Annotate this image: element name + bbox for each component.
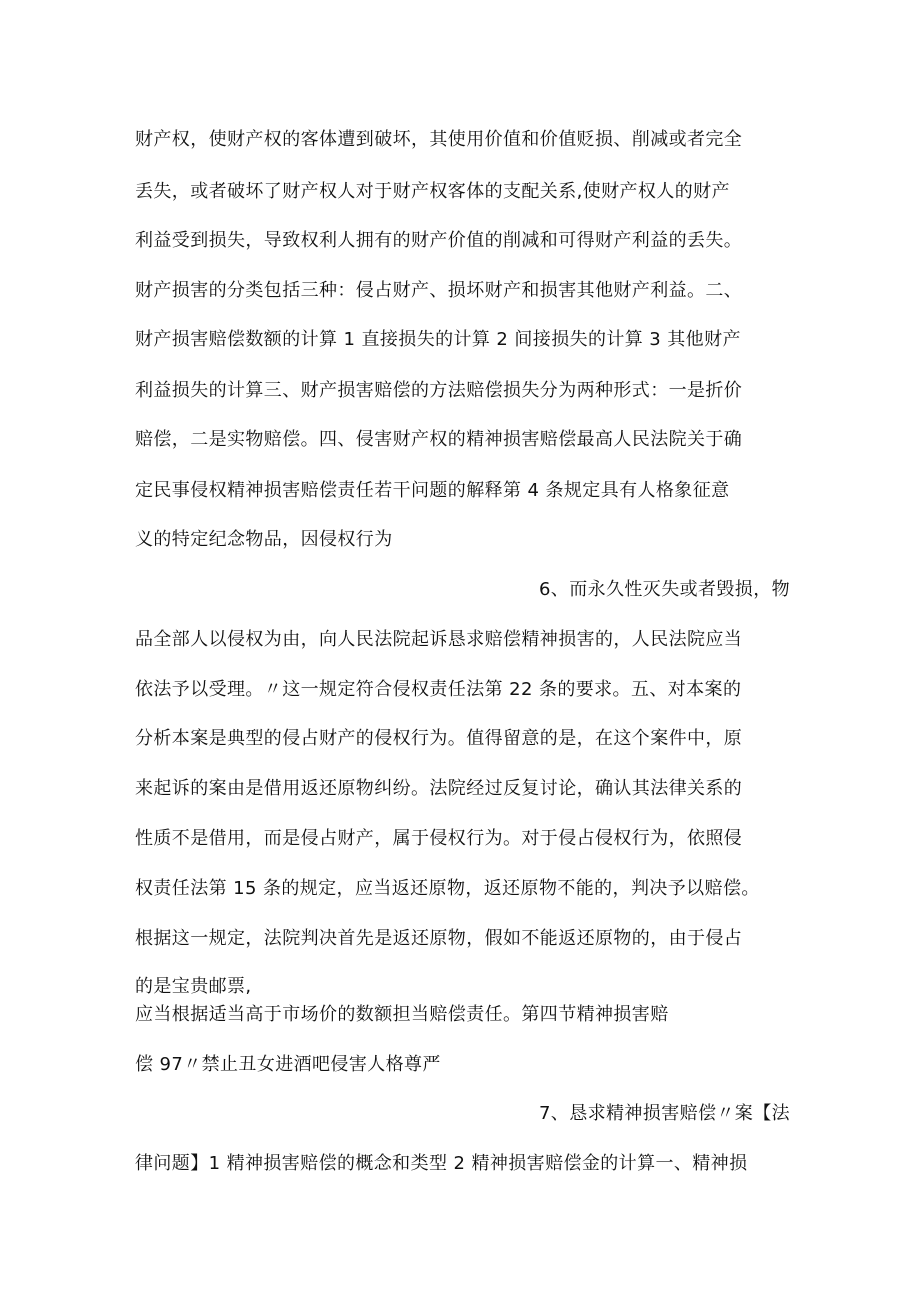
text-line: 定民事侵权精神损害赔偿责任若干问题的解释第 4 条规定具有人格象征意	[135, 480, 730, 501]
text-line: 财产损害的分类包括三种：侵占财产、损坏财产和损害其他财产利益。二、	[135, 280, 743, 301]
text-line: 来起诉的案由是借用返还原物纠纷。法院经过反复讨论，确认其法律关系的	[135, 778, 743, 799]
text-line: 义的特定纪念物品，因侵权行为	[135, 529, 393, 550]
text-line: 利益受到损失，导致权利人拥有的财产价值的削减和可得财产利益的丢失。	[135, 230, 743, 251]
text-line: 权责任法第 15 条的规定，应当返还原物，返还原物不能的，判决予以赔偿。	[135, 878, 760, 899]
text-line: 6、而永久性灭失或者毁损，物	[538, 579, 790, 600]
text-line: 利益损失的计算三、财产损害赔偿的方法赔偿损失分为两种形式：一是折价	[135, 380, 743, 401]
text-line: 应当根据适当高于市场价的数额担当赔偿责任。第四节精神损害赔	[135, 1004, 669, 1025]
text-line: 根据这一规定，法院判决首先是返还原物，假如不能返还原物的，由于侵占	[135, 928, 743, 949]
text-line: 依法予以受理。〃这一规定符合侵权责任法第 22 条的要求。五、对本案的	[135, 679, 742, 700]
text-line: 赔偿，二是实物赔偿。四、侵害财产权的精神损害赔偿最高人民法院关于确	[135, 429, 743, 450]
text-line: 律问题】1 精神损害赔偿的概念和类型 2 精神损害赔偿金的计算一、精神损	[135, 1153, 748, 1174]
text-line: 7、恳求精神损害赔偿〃案【法	[538, 1103, 790, 1124]
text-line: 的是宝贵邮票,	[135, 976, 252, 997]
text-line: 丢失，或者破坏了财产权人对于财产权客体的支配关系,使财产权人的财产	[135, 181, 730, 202]
text-line: 分析本案是典型的侵占财产的侵权行为。值得留意的是，在这个案件中，原	[135, 728, 743, 749]
text-line: 财产权，使财产权的客体遭到破坏，其使用价值和价值贬损、削减或者完全	[135, 129, 743, 150]
text-line: 性质不是借用，而是侵占财产，属于侵权行为。对于侵占侵权行为，依照侵	[135, 828, 743, 849]
text-line: 品全部人以侵权为由，向人民法院起诉恳求赔偿精神损害的，人民法院应当	[135, 629, 743, 650]
text-line: 偿 97〃禁止丑女进酒吧侵害人格尊严	[135, 1054, 441, 1075]
text-line: 财产损害赔偿数额的计算 1 直接损失的计算 2 间接损失的计算 3 其他财产	[135, 329, 741, 350]
